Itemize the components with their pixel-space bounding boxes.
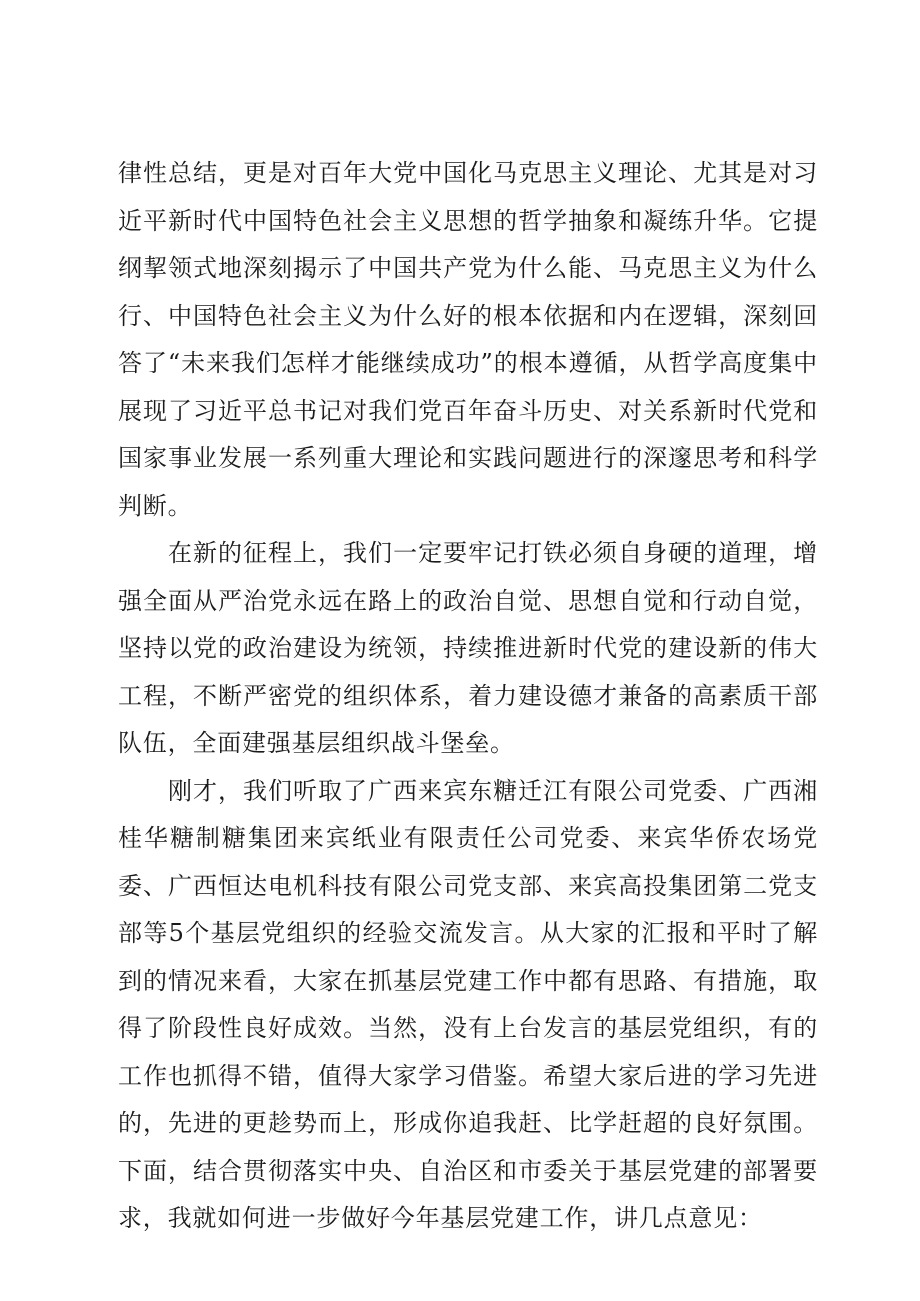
paragraph-2: 在新的征程上，我们一定要牢记打铁必须自身硬的道理，增强全面从严治党永远在路上的政治自觉、思想自觉和行动自觉，坚持以党的政治建设为统领，持续推进新时代党的建设新的伟大工程，不断严密党的组织体系，着力建设德才兼备的高素质干部队伍，全面建强基层组织战斗堡垒。	[118, 539, 818, 757]
paragraph-3: 刚才，我们听取了广西来宾东糖迁江有限公司党委、广西湘桂华糖制糖集团来宾纸业有限责任公司党委、来宾华侨农场党委、广西恒达电机科技有限公司党支部、来宾高投集团第二党支部等5个基层党组织的经验交流发言。从大家的汇报和平时了解到的情况来看，大家在抓基层党建工作中都有思路、有措施，取得了阶段性良好成效。当然，没有上台发言的基层党组织，有的工作也抓得不错，值得大家学习借鉴。希望大家后进的学习先进的，先进的更趁势而上，形成你追我赶、比学赶超的良好氛围。下面，结合贯彻落实中央、自治区和市委关于基层党建的部署要求，我就如何进一步做好今年基层党建工作，讲几点意见：	[118, 776, 818, 1232]
paragraph-1: 律性总结，更是对百年大党中国化马克思主义理论、尤其是对习近平新时代中国特色社会主义思想的哲学抽象和凝练升华。它提纲挈领式地深刻揭示了中国共产党为什么能、马克思主义为什么行、中国特色社会主义为什么好的根本依据和内在逻辑，深刻回答了“未来我们怎样才能继续成功”的根本遵循，从哲学高度集中展现了习近平总书记对我们党百年奋斗历史、对关系新时代党和国家事业发展一系列重大理论和实践问题进行的深邃思考和科学判断。	[118, 159, 818, 520]
document-body	[118, 150, 818, 1243]
